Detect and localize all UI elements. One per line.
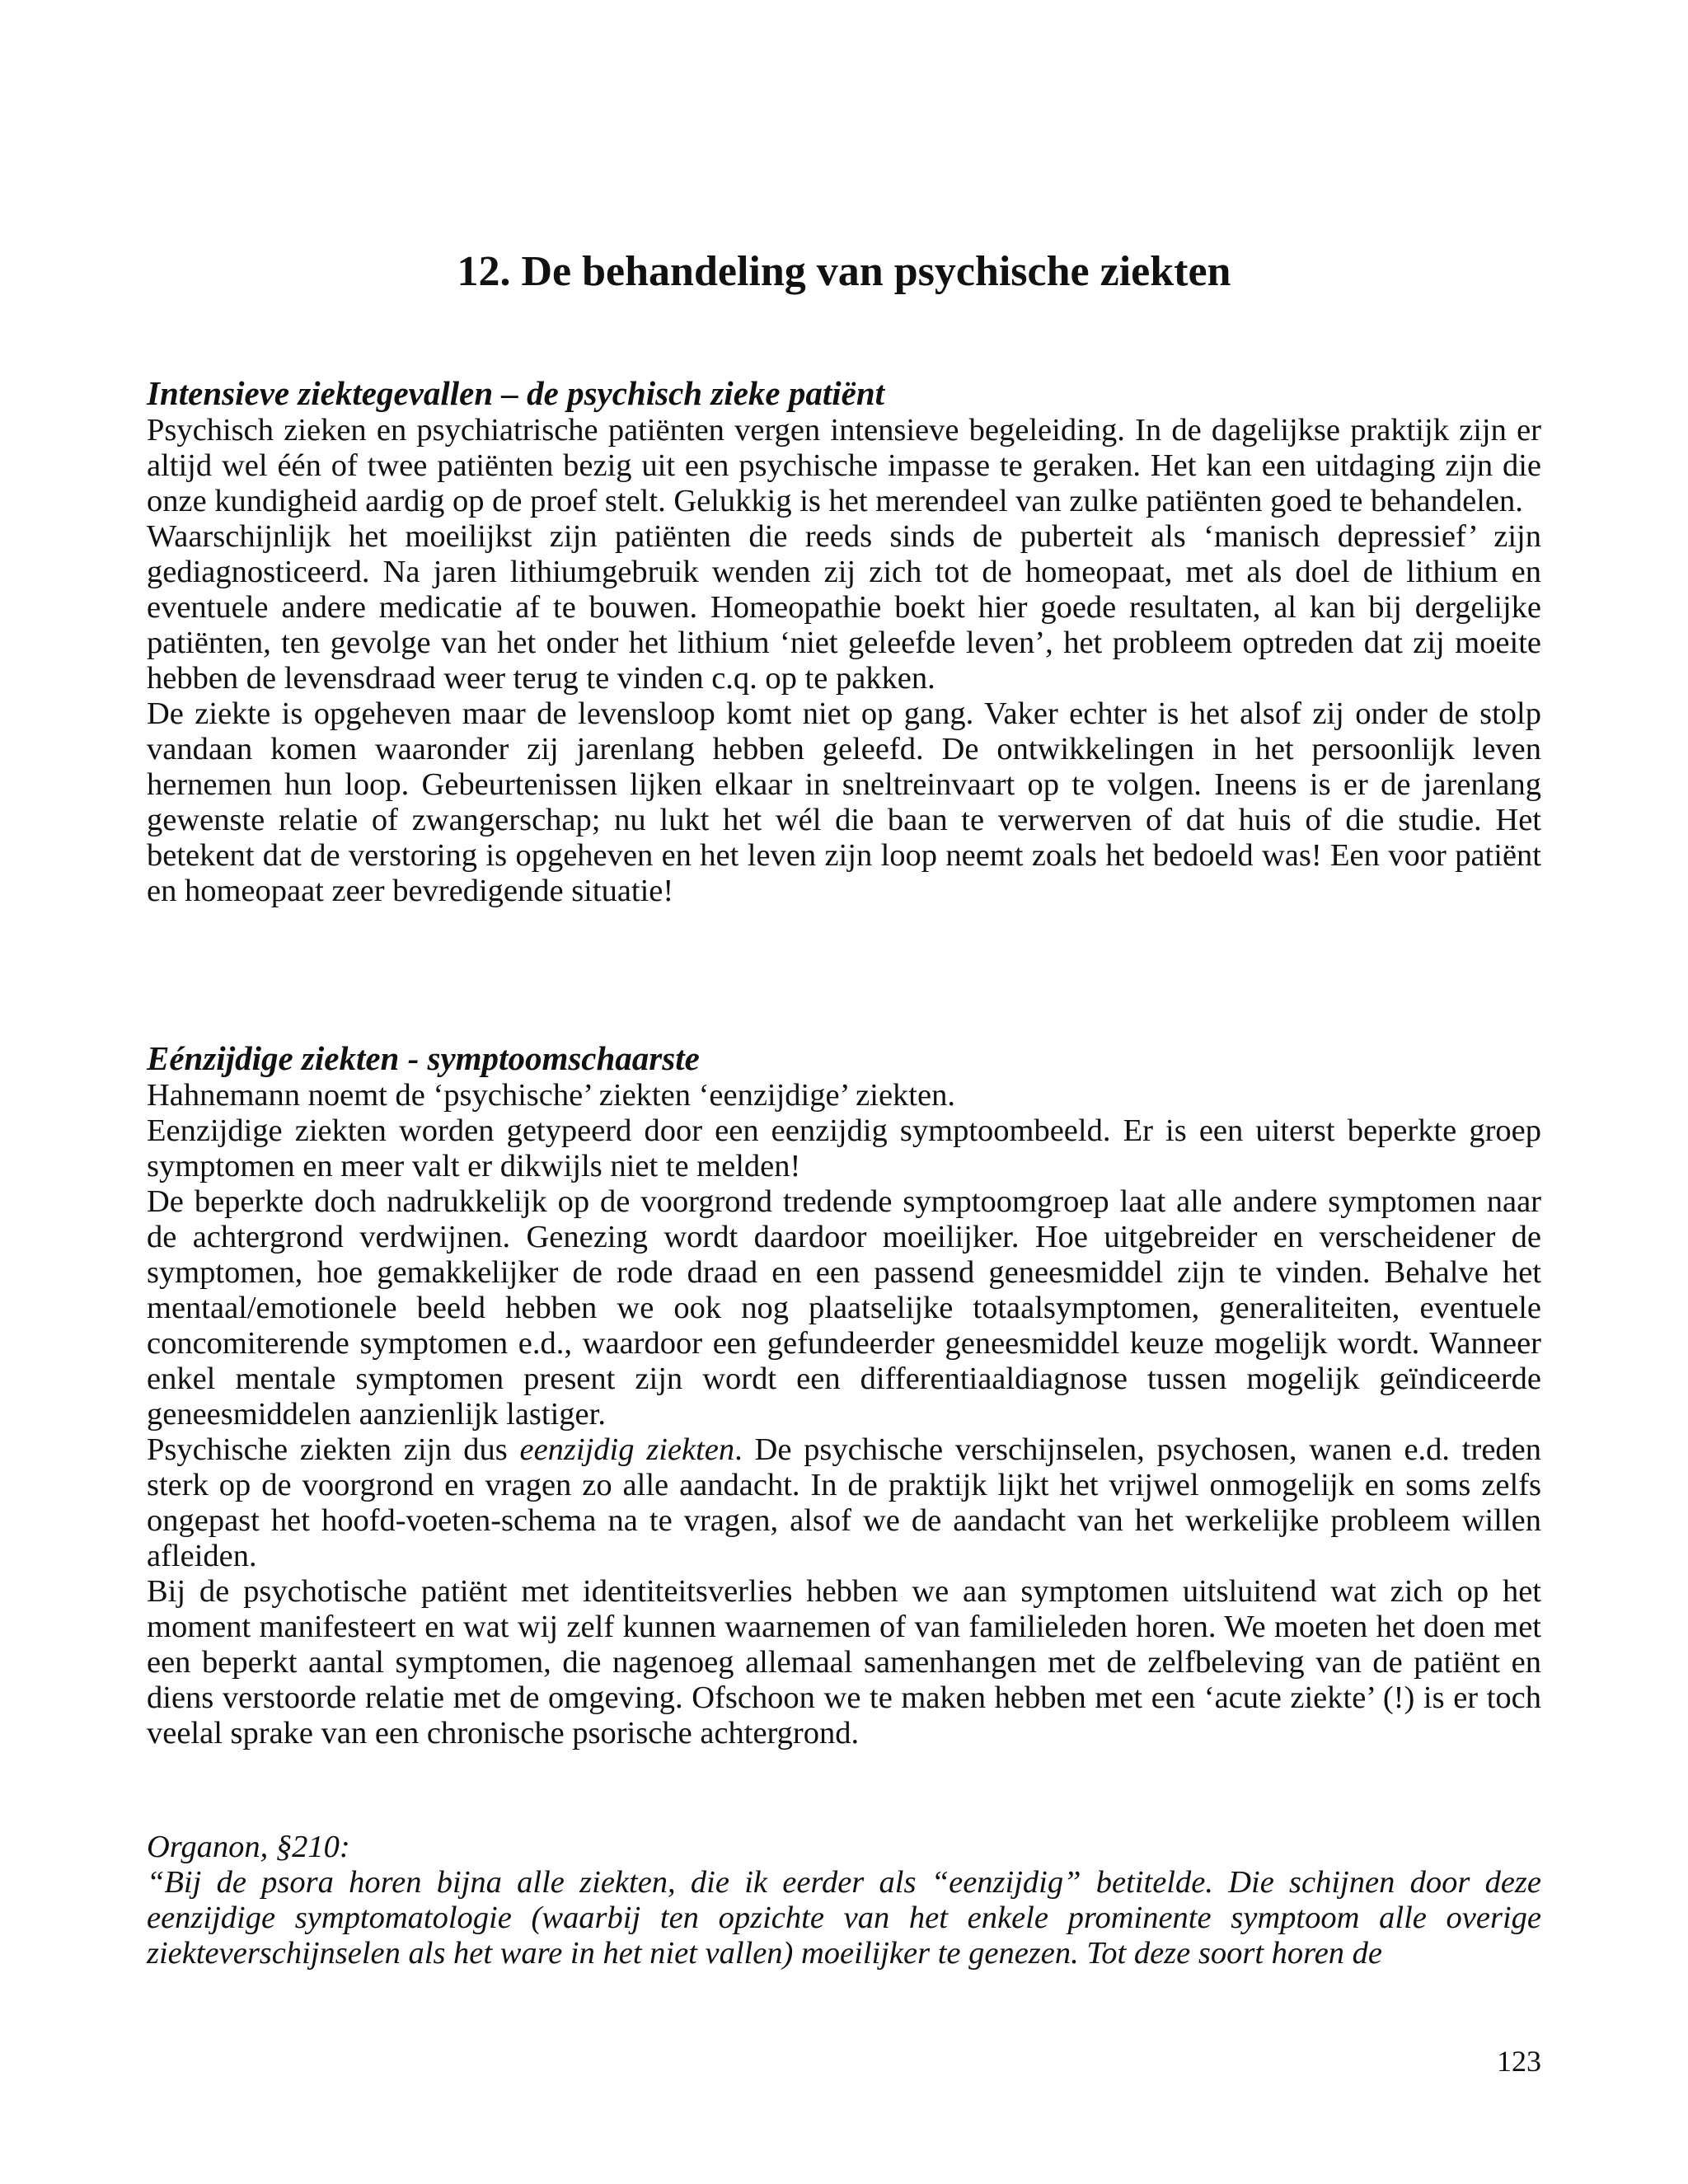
paragraph bbox=[147, 1432, 1541, 1574]
text-run: . De psychische verschijnselen, psychosen, wanen e.d. treden sterk op de voorgrond en vragen zo alle aandacht. In de praktijk lijkt het vrijwel onmogelijk en soms zelfs ongepast het hoofd-voeten-schema na te vragen, alsof we de aandacht van het werkelijke probleem willen afleiden. bbox=[147, 1432, 1542, 1573]
page-number: 123 bbox=[1497, 2045, 1541, 2078]
section-heading: Intensieve ziektegevallen – de psychisch zieke patiënt bbox=[147, 374, 885, 412]
paragraph: Hahnemann noemt de ‘psychische’ ziekten ‘eenzijdige’ ziekten. bbox=[147, 1078, 955, 1113]
text-run: Psychische ziekten zijn dus bbox=[147, 1432, 520, 1467]
organon-quote bbox=[147, 1830, 1541, 1971]
quote-reference: Organon, §210: bbox=[147, 1830, 350, 1864]
section-heading: Eénzijdige ziekten - symptoomschaarste bbox=[147, 1039, 700, 1077]
paragraph: De beperkte doch nadrukkelijk op de voorgrond tredende symptoomgroep laat alle andere symptomen naar de achtergrond verdwijnen. Genezing wordt daardoor moeilijker. Hoe uitgebreider en verscheidener de symptomen, hoe gemakkelijker de rode draad en een passend geneesmiddel zijn te vinden. Behalve het mentaal/emotionele beeld hebben we ook nog plaatselijke totaalsymptomen, generaliteiten, eventuele concomiterende symptomen e.d., waardoor een gefundeerder geneesmiddel keuze mogelijk wordt. Wanneer enkel mentale symptomen present zijn wordt een differentiaaldiagnose tussen mogelijk geïndiceerde geneesmiddelen aanzienlijk lastiger. bbox=[147, 1184, 1541, 1432]
quote-text: “Bij de psora horen bijna alle ziekten, die ik eerder als “eenzijdig” betitelde. Die schijnen door deze eenzijdige symptomatologie (waarbij ten opzichte van het enkele prominente symptoom alle overige ziekteverschijnselen als het ware in het niet vallen) moeilijker te genezen. Tot deze soort horen de bbox=[147, 1865, 1541, 1971]
paragraph: Eenzijdige ziekten worden getypeerd door een eenzijdig symptoombeeld. Er is een uiterst beperkte groep symptomen en meer valt er dikwijls niet te melden! bbox=[147, 1113, 1541, 1183]
paragraph: Waarschijnlijk het moeilijkst zijn patiënten die reeds sinds de puberteit als ‘manisch depressief’ zijn gediagnosticeerd. Na jaren lithiumgebruik wenden zij zich tot de homeopaat, met als doel de lithium en eventuele andere medicatie af te bouwen. Homeopathie boekt hier goede resultaten, al kan bij dergelijke patiënten, ten gevolge van het onder het lithium ‘niet geleefde leven’, het probleem optreden dat zij moeite hebben de levensdraad weer terug te vinden c.q. op te pakken. bbox=[147, 519, 1541, 696]
paragraph: De ziekte is opgeheven maar de levensloop komt niet op gang. Vaker echter is het alsof zij onder de stolp vandaan komen waaronder zij jarenlang hebben geleefd. De ontwikkelingen in het persoonlijk leven hernemen hun loop. Gebeurtenissen lijken elkaar in sneltreinvaart op te volgen. Ineens is er de jarenlang gewenste relatie of zwangerschap; nu lukt het wél die baan te verwerven of dat huis of die studie. Het betekent dat de verstoring is opgeheven en het leven zijn loop neemt zoals het bedoeld was! Een voor patiënt en homeopaat zeer bevredigende situatie! bbox=[147, 696, 1541, 908]
section-intensive-cases bbox=[147, 375, 1541, 909]
page-title: 12. De behandeling van psychische ziekten bbox=[457, 248, 1231, 295]
paragraph: Psychisch zieken en psychiatrische patiënten vergen intensieve begeleiding. In de dagelijkse praktijk zijn er altijd wel één of twee patiënten bezig uit een psychische impasse te geraken. Het kan een uitdaging zijn die onze kundigheid aardig op de proef stelt. Gelukkig is het merendeel van zulke patiënten goed te behandelen. bbox=[147, 413, 1541, 518]
emphasis: eenzijdig ziekten bbox=[519, 1432, 735, 1467]
paragraph: Bij de psychotische patiënt met identiteitsverlies hebben we aan symptomen uitsluitend wat zich op het moment manifesteert en wat wij zelf kunnen waarnemen of van familieleden horen. We moeten het doen met een beperkt aantal symptomen, die nagenoeg allemaal samenhangen met de zelfbeleving van de patiënt en diens verstoorde relatie met de omgeving. Ofschoon we te maken hebben met een ‘acute ziekte’ (!) is er toch veelal sprake van een chronische psorische achtergrond. bbox=[147, 1574, 1541, 1750]
section-one-sided-diseases bbox=[147, 1040, 1541, 1751]
page bbox=[147, 0, 1541, 2184]
